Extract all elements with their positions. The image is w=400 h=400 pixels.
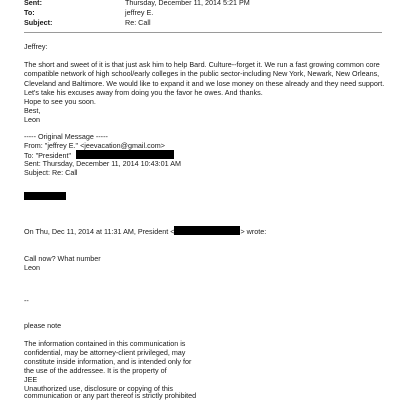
redaction-block <box>174 226 240 235</box>
please-note: please note <box>24 321 62 330</box>
quoted-wrote-suffix: > wrote: <box>240 227 267 236</box>
signature-dashes: -- <box>24 296 29 305</box>
to-label: To: <box>24 8 35 17</box>
quoted-wrote-prefix: On Thu, Dec 11, 2014 at 11:31 AM, President < <box>24 227 175 236</box>
quoted-line-2: Leon <box>24 263 40 272</box>
redaction-block <box>76 150 174 159</box>
subject-label: Subject: <box>24 18 53 27</box>
notice-line-6: Unauthorized use, disclosure or copying of this <box>24 384 174 393</box>
notice-line-7: communication or any part thereof is strictly prohibited <box>24 391 197 400</box>
notice-line-4: the use of the addressee. It is the property of <box>24 366 167 375</box>
original-from: From: "jeffrey E." <jeevacation@gmail.com> <box>24 141 165 150</box>
signature: Leon <box>24 115 40 124</box>
notice-line-2: confidential, may be attorney-client privileged, may <box>24 348 186 357</box>
closing: Best, <box>24 106 41 115</box>
notice-line-1: The information contained in this communication is <box>24 339 186 348</box>
sent-label: Sent: <box>24 0 42 7</box>
original-sent: Sent: Thursday, December 11, 2014 10:43:01 AM <box>24 159 182 168</box>
redaction-block <box>24 192 66 200</box>
quoted-line-1: Call now? What number <box>24 254 101 263</box>
hope-line: Hope to see you soon. <box>24 97 96 106</box>
notice-line-5: JEE <box>24 375 38 384</box>
to-value: jeffrey E. <box>125 8 154 17</box>
original-message-divider: ----- Original Message ----- <box>24 132 108 141</box>
quoted-wrote-line <box>24 226 266 236</box>
greeting: Jeffrey: <box>24 42 48 51</box>
reply-paragraph: The short and sweet of it is that just ask him to help Bard. Culture--forget it. We run a fast growing common core compatible network of high school/early colleges in the public sector-including New York, Newark, New Orleans, Cleveland and Baltimore. We would like to expand it and we lose money on these already and they need support. Let's take his excuses away from doing you the favor he owes. And thanks. <box>24 60 385 98</box>
sent-value: Thursday, December 11, 2014 5:21 PM <box>125 0 250 7</box>
subject-value: Re: Call <box>125 18 151 27</box>
header-divider <box>24 32 382 33</box>
original-to-text: To: "President" <box>24 151 72 160</box>
notice-line-3: constitute inside information, and is intended only for <box>24 357 192 366</box>
original-subject: Subject: Re: Call <box>24 168 78 177</box>
